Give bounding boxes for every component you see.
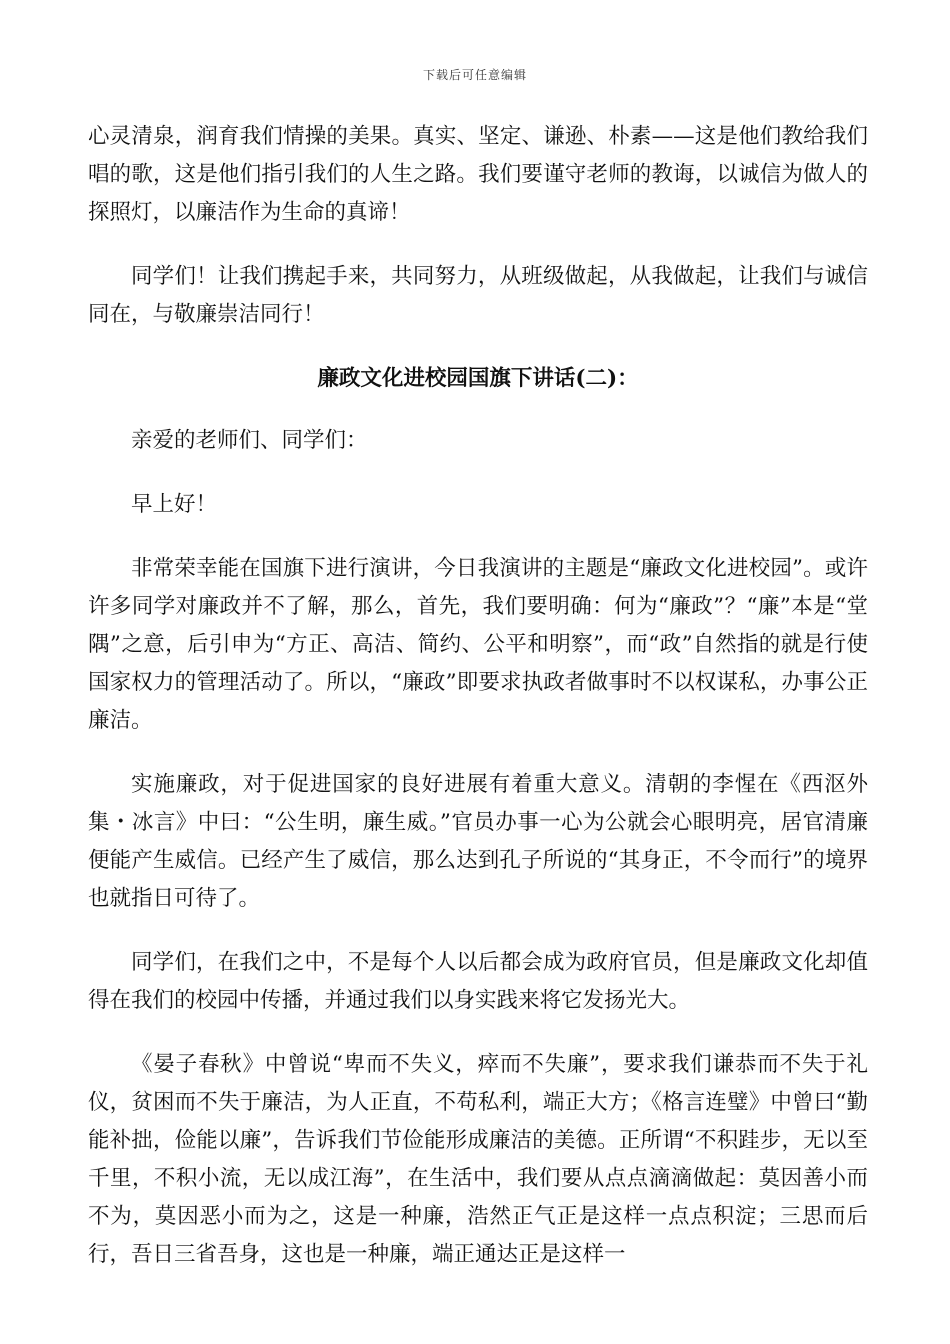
paragraph-campus: 同学们，在我们之中，不是每个人以后都会成为政府官员，但是廉政文化却值得在我们的校园中传播，并通过我们以身实践来将它发扬光大。 <box>88 950 868 1013</box>
paragraph-salutation: 亲爱的老师们、同学们： <box>131 428 368 453</box>
paragraph-intro: 非常荣幸能在国旗下进行演讲，今日我演讲的主题是“廉政文化进校园”。或许许多同学对廉政并不了解，那么，首先，我们要明确：何为“廉政”？“廉”本是“堂隅”之意，后引申为“方正、高洁、简约、公平和明察”，而“政”自然指的就是行使国家权力的管理活动了。所以，“廉政”即要求执政者做事时不以权谋私，办事公正廉洁。 <box>88 556 868 733</box>
section-title: 廉政文化进校园国旗下讲话(二)： <box>317 366 639 391</box>
paragraph-continued: 心灵清泉，润育我们情操的美果。真实、坚定、谦逊、朴素——这是他们教给我们唱的歌，这是他们指引我们的人生之路。我们要谨守老师的教诲，以诚信为做人的探照灯，以廉洁作为生命的真谛！ <box>88 124 868 225</box>
document-body <box>88 118 868 1300</box>
paragraph-closing: 同学们！让我们携起手来，共同努力，从班级做起，从我做起，让我们与诚信同在，与敬廉崇洁同行！ <box>88 264 868 327</box>
paragraph-greeting: 早上好！ <box>131 492 218 517</box>
page-header: 下载后可任意编辑 <box>422 68 527 82</box>
paragraph-classics: 《晏子春秋》中曾说“卑而不失义，瘁而不失廉”，要求我们谦恭而不失于礼仪，贫困而不失于廉洁，为人正直，不苟私利，端正大方；《格言连璧》中曾曰“勤能补拙，俭能以廉”，告诉我们节俭能形成廉洁的美德。正所谓“不积跬步，无以至千里，不积小流，无以成江海”，在生活中，我们要从点点滴滴做起：莫因善小而不为，莫因恶小而为之，这是一种廉，浩然正气正是这样一点点积淀；三思而后行，吾日三省吾身，这也是一种廉，端正通达正是这样一 <box>88 1052 868 1267</box>
paragraph-significance: 实施廉政，对于促进国家的良好进展有着重大意义。清朝的李惺在《西沤外集・冰言》中曰：“公生明，廉生威。”官员办事一心为公就会心眼明亮，居官清廉便能产生威信。已经产生了威信，那么达到孔子所说的“其身正，不令而行”的境界也就指日可待了。 <box>88 772 868 911</box>
